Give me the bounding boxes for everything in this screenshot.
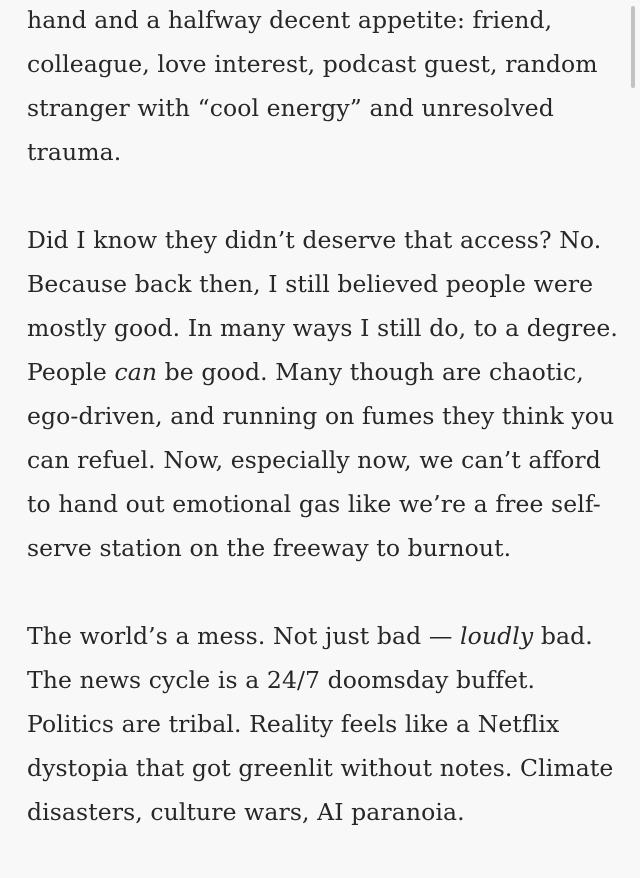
article-body <box>27 0 623 878</box>
paragraph-1 <box>27 0 623 174</box>
paragraph-2-text-b: be good. Many though are chaotic, ego-driven, and running on fumes they think you can refuel. Now, especially now, we can’t afford to hand out emotional gas like we’re a free self-serve station on the freeway to burnout. <box>27 358 615 562</box>
paragraph-3 <box>27 614 623 834</box>
paragraph-2-text-a: Did I know they didn’t deserve that access? No. Because back then, I still believed people were mostly good. In many ways I still do, to a degree. People <box>27 226 618 386</box>
paragraph-2 <box>27 218 623 570</box>
paragraph-3-text-a: The world’s a mess. Not just bad — <box>27 622 461 650</box>
emphasis-can: can <box>114 358 158 386</box>
paragraph-1-text: hand and a halfway decent appetite: friend, colleague, love interest, podcast guest, random stranger with “cool energy” and unresolved trauma. <box>27 6 598 166</box>
paragraph-3-text-b: bad. The news cycle is a 24/7 doomsday buffet. Politics are tribal. Reality feels like a Netflix dystopia that got greenlit without notes. Climate disasters, culture wars, AI paranoia. <box>27 622 614 826</box>
emphasis-loudly: loudly <box>460 622 534 650</box>
scrollbar-thumb[interactable] <box>631 6 635 88</box>
